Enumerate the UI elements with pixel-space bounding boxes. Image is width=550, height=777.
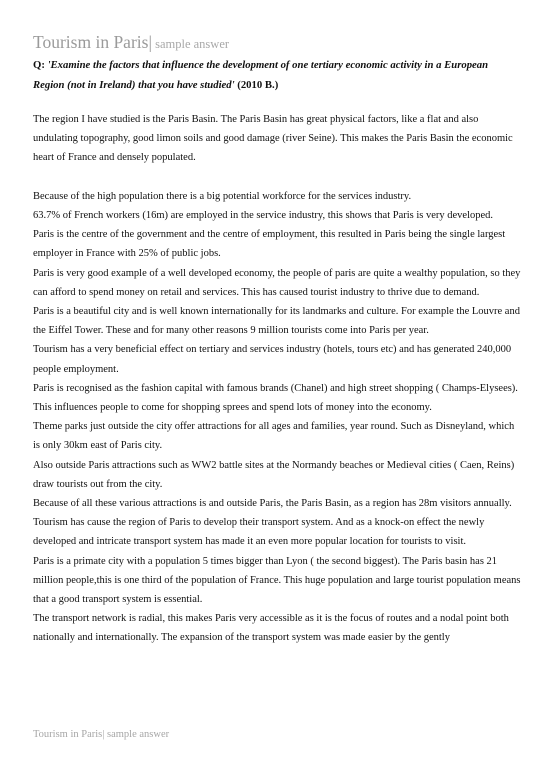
paragraph: Tourism has cause the region of Paris to develop their transport system. And as a knock-on effect the newly developed and intricate transport system has made it an even more popular location for tourists to visit. <box>33 517 485 548</box>
paragraph: 63.7% of French workers (16m) are employed in the service industry, this shows that Paris is very developed. <box>33 210 494 221</box>
paragraph: The transport network is radial, this makes Paris very accessible as it is the focus of routes and a nodal point both nationally and internationally. The expansion of the transport system was made easier by the gently <box>33 613 509 644</box>
footer-subtitle: sample answer <box>104 729 170 740</box>
answer-body <box>33 110 522 648</box>
page-header <box>33 32 229 54</box>
paragraph: The region I have studied is the Paris Basin. The Paris Basin has great physical factors, like a flat and also undulating topography, good limon soils and good damage (river Seine). This makes the Paris Basin the economic heart of France and densely populated. <box>33 114 513 164</box>
paragraph: Paris is a beautiful city and is well known internationally for its landmarks and culture. For example the Louvre and the Eiffel Tower. These and for many other reasons 9 million tourists come into Paris per year. <box>33 306 520 337</box>
paragraph: Because of the high population there is a big potential workforce for the services industry. <box>33 190 412 202</box>
paragraph: Theme parks just outside the city offer attractions for all ages and families, year round. Such as Disneyland, which is only 30km east of Paris city. <box>33 421 515 452</box>
paragraph: Paris is very good example of a well developed economy, the people of paris are quite a wealthy population, so they can afford to spend money on retail and services. This has caused tourist industry to thrive due to demand. <box>33 267 521 298</box>
header-title: Tourism in Paris <box>33 32 149 52</box>
exam-question <box>33 56 521 96</box>
question-text: 'Examine the factors that influence the development of one tertiary economic activity in a European Region (not in Ireland) that you have studied' <box>33 59 489 91</box>
paragraph: Paris is recognised as the fashion capital with famous brands (Chanel) and high street shopping ( Champs-Elysees). <box>33 382 518 394</box>
paragraph: Because of all these various attractions is and outside Paris, the Paris Basin, as a region has 28m visitors annually. <box>33 498 512 510</box>
paragraph: Paris is a primate city with a population 5 times bigger than Lyon ( the second biggest). The Paris basin has 21 million people,this is one third of the population of France. This huge population and large tourist population means that a good transport system is essential. <box>33 555 521 606</box>
paragraph: Also outside Paris attractions such as WW2 battle sites at the Normandy beaches or Medieval cities ( Caen, Reins) draw tourists out from the city. <box>33 459 515 490</box>
footer-separator: | <box>102 729 105 740</box>
question-prefix: Q: <box>33 59 48 71</box>
page-footer <box>33 729 169 740</box>
header-separator: | <box>148 32 152 52</box>
paragraph: This influences people to come for shopping sprees and spend lots of money into the economy. <box>33 402 432 414</box>
footer-title: Tourism in Paris <box>33 729 103 740</box>
paragraph: Tourism has a very beneficial effect on tertiary and services industry (hotels, tours etc) and has generated 240,000 people employment. <box>33 344 512 375</box>
question-source: (2010 B.) <box>234 78 279 91</box>
paragraph: Paris is the centre of the government and the centre of employment, this resulted in Paris being the single largest employer in France with 25% of public jobs. <box>33 229 506 260</box>
header-subtitle: sample answer <box>151 37 230 51</box>
